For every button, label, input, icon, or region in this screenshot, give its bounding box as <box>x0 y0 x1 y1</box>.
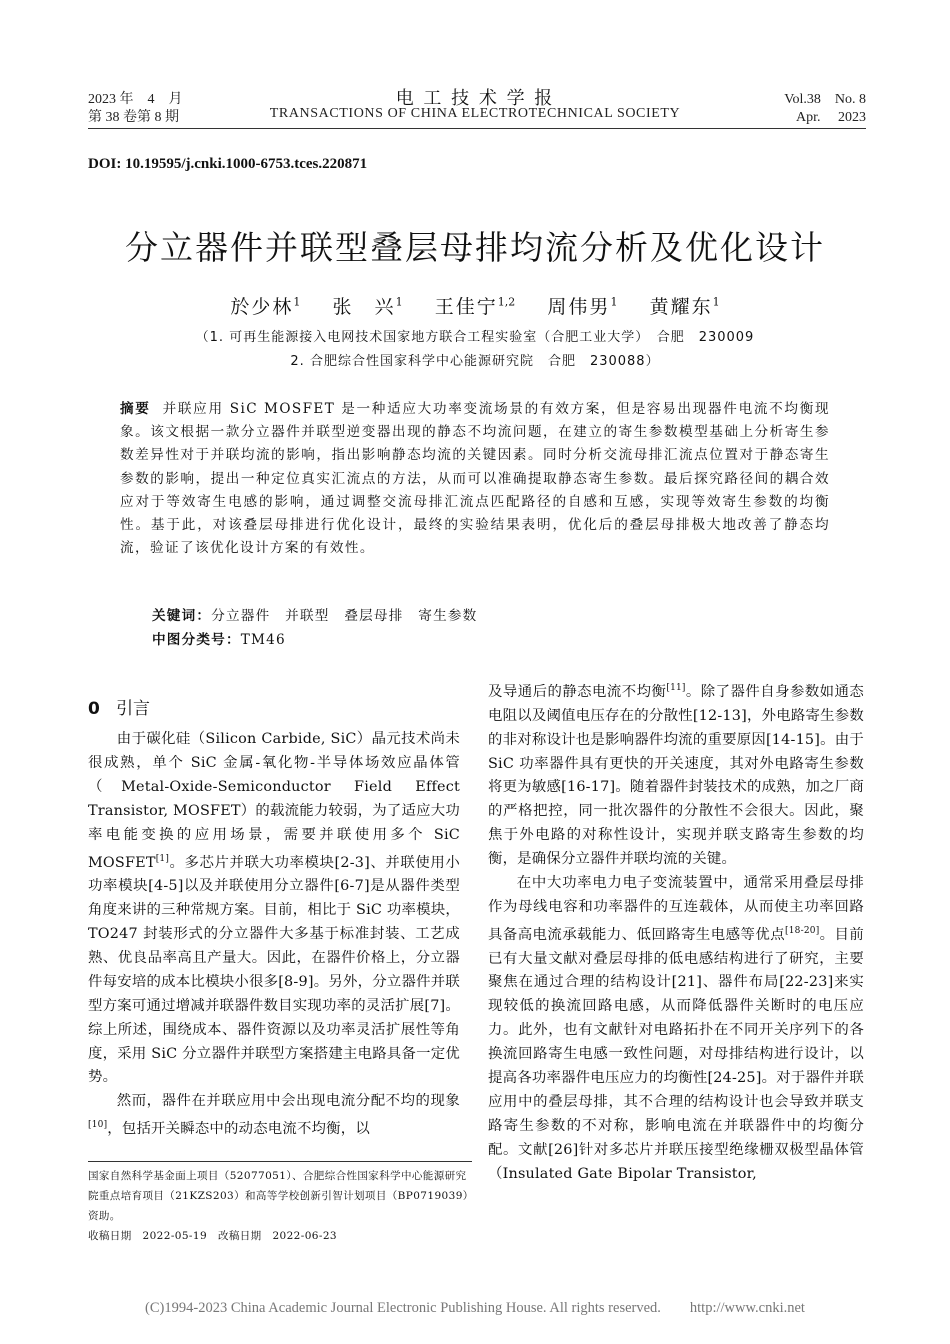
journal-name-en: TRANSACTIONS OF CHINA ELECTROTECHNICAL SOCIETY <box>269 106 681 121</box>
section-heading: 0 引言 <box>88 699 151 719</box>
issue-date: 2023 年 4 月 <box>88 92 183 107</box>
paragraph: 由于碳化硅（Silicon Carbide, SiC）晶元技术尚未很成熟，单个 SiC 金属-氧化物-半导体场效应晶体管（Metal-Oxide-Semiconductor Field Effect Transistor, MOSFET）的载流能力较弱，为了适应大功率电能变换的应用场景，需要并联使用多个 SiC MOSFET[1]。多芯片并联大功率模块[2-3]、并联使用小功率模块[4-5]以及并联使用分立器件[6-7]是从器件类型角度来讲的三种常规方案。目前，相比于 SiC 功率模块，TO247 封装形式的分立器件大多基于标准封装、工艺成熟、优良品率高且产量大。因此，在器件价格上，分立器件每安培的成本比模块小很多[8-9]。另外，分立器件并联型方案可通过增减并联器件数目实现功率的灵活扩展[7]。综上所述，围绕成本、器件资源以及功率灵活扩展性等角度，采用 SiC 分立器件并联型方案搭建主电路具备一定优势。 <box>88 731 460 1086</box>
abstract <box>120 398 830 560</box>
clc-number: 中图分类号：TM46 <box>152 632 286 648</box>
author-name: 周伟男 <box>547 296 611 318</box>
doi: DOI: 10.19595/j.cnki.1000-6753.tces.220871 <box>88 156 368 172</box>
abstract-text: 并联应用 SiC MOSFET 是一种适应大功率变流场景的有效方案，但是容易出现器件电流不均衡现象。该文根据一款分立器件并联型逆变器出现的静态不均流问题，在建立的寄生参数模型基础上分析寄生参数差异性对于并联均流的影响，指出影响静态均流的关键因素。同时分析交流母排汇流点位置对于静态寄生参数的影响，提出一种定位真实汇流点的方法，从而可以准确提取静态寄生参数。最后探究路径间的耦合效应对于等效寄生电感的影响，通过调整交流母排汇流点匹配路径的自感和互感，实现等效寄生参数的均衡性。基于此，对该叠层母排进行优化设计，最终的实验结果表明，优化后的叠层母排极大地改善了静态均流，验证了该优化设计方案的有效性。 <box>120 401 830 557</box>
author-name: 张 兴 <box>332 296 396 318</box>
author-list: 於少林$^1$ 张 兴$^1$ 王佳宁$^{1,2}$ 周伟男$^1$ 黄耀东$^1$ <box>230 295 720 318</box>
author-name: 王佳宁 <box>434 296 498 318</box>
copyright-notice: (C)1994-2023 China Academic Journal Electronic Publishing House. All rights reserved. http://www.cnki.net <box>145 1300 805 1316</box>
paragraph: 及导通后的静态电流不均衡[11]。除了器件自身参数如通态电阻以及阈值电压存在的分散性[12-13]，外电路寄生参数的非对称设计也是影响器件均流的重要原因[14-15]。由于 SiC 功率器件具有更快的开关速度，其对外电路寄生参数将更为敏感[16-17]。随着器件封装技术的成熟，加之厂商的严格把控，同一批次器件的分散性不会很大。因此，聚焦于外电路的对称性设计，实现并联支路寄生参数的均衡，是确保分立器件并联均流的关键。 <box>488 683 864 868</box>
paragraph: 然而，器件在并联应用中会出现电流分配不均的现象[10]，包括开关瞬态中的动态电流不均衡，以 <box>88 1093 460 1138</box>
vol-no: Vol.38 No. 8 <box>784 92 866 107</box>
footnote-divider <box>88 1161 472 1162</box>
right-column <box>488 677 864 1187</box>
paper-title: 分立器件并联型叠层母排均流分析及优化设计 <box>125 228 825 267</box>
paragraph: 在中大功率电力电子变流装置中，通常采用叠层母排作为母线电容和功率器件的互连载体，从而使主功率回路具备高电流承载能力、低回路寄生电感等优点[18-20]。目前已有大量文献对叠层母排的低电感结构进行了研究，主要聚焦在通过合理的结构设计[21]、器件布局[22-23]来实现较低的换流回路电感，从而降低器件关断时的电压应力。此外，也有文献针对电路拓扑在不同开关序列下的各换流回路寄生电感一致性问题，对母排结构进行设计，以提高各功率器件电压应力的均衡性[24-25]。对于器件并联应用中的叠层母排，其不合理的结构设计也会导致并联支路寄生参数的不对称，影响电流在并联器件中的均衡分配。文献[26]针对多芯片并联压接型绝缘栅双极型晶体管（Insulated Gate Bipolar Transistor, <box>488 875 864 1182</box>
keywords: 关键词：分立器件 并联型 叠层母排 寄生参数 <box>152 608 478 624</box>
month-year: Apr. 2023 <box>796 110 866 125</box>
header-divider <box>88 128 866 129</box>
author-name: 於少林 <box>230 296 294 318</box>
journal-name-cn: 电 工 技 术 学 报 <box>395 88 555 109</box>
abstract-label: 摘要 <box>120 401 151 417</box>
author-name: 黄耀东 <box>649 296 713 318</box>
affiliation-1: （1. 可再生能源接入电网技术国家地方联合工程实验室（合肥工业大学） 合肥 230009 <box>195 330 755 345</box>
volume-issue: 第 38 卷第 8 期 <box>88 110 179 125</box>
received-dates: 收稿日期 2022-05-19 改稿日期 2022-06-23 <box>88 1230 337 1242</box>
footnote <box>88 1166 472 1246</box>
affiliation-2: 2. 合肥综合性国家科学中心能源研究院 合肥 230088） <box>290 354 660 369</box>
left-column <box>88 728 460 1142</box>
funding-note: 国家自然科学基金面上项目（52077051）、合肥综合性国家科学中心能源研究院重点培育项目（21KZS203）和高等学校创新引智计划项目（BP0719039）资助。 <box>88 1170 469 1222</box>
